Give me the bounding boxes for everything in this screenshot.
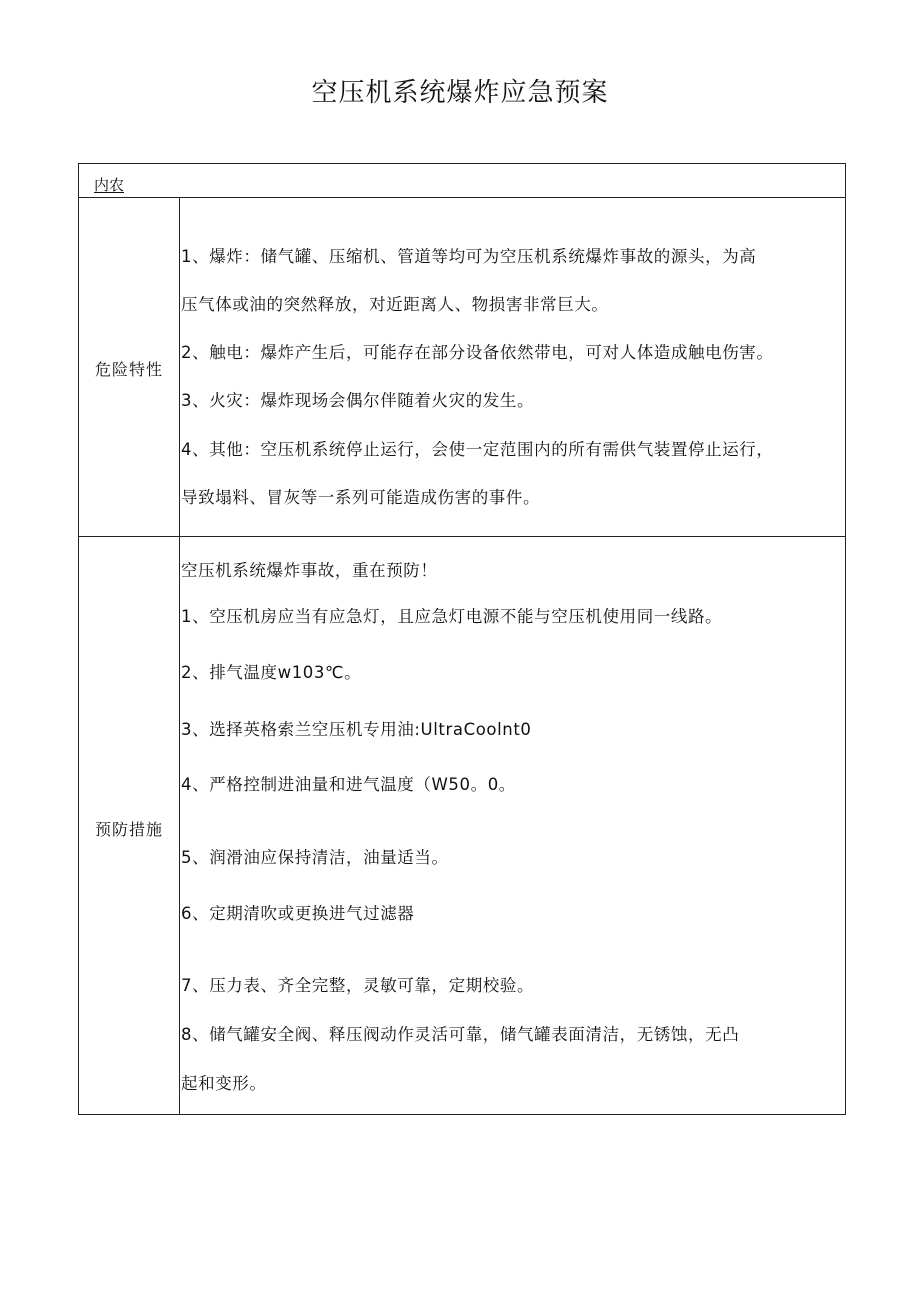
table-header-row	[79, 164, 845, 198]
hazard-line: 3、火灾：爆炸现场会偶尔伴随着火灾的发生。	[181, 391, 535, 410]
prevention-line: 7、压力表、齐全完整，灵敏可靠，定期校验。	[181, 976, 535, 995]
prevention-line: 3、选择英格索兰空压机专用油:UltraCoolnt0	[181, 720, 532, 739]
hazard-line: 1、爆炸：储气罐、压缩机、管道等均可为空压机系统爆炸事故的源头，为高	[181, 247, 757, 266]
prevention-content	[181, 537, 847, 1114]
hazard-line: 压气体或油的突然释放，对近距离人、物损害非常巨大。	[181, 295, 609, 314]
prevention-line: 4、严格控制进油量和进气温度（W50。0。	[181, 775, 516, 794]
row-label-prevention: 预防措施	[94, 820, 163, 839]
prevention-line: 空压机系统爆炸事故，重在预防！	[181, 561, 438, 580]
prevention-line: 8、储气罐安全阀、释压阀动作灵活可靠，储气罐表面清洁，无锈蚀，无凸	[181, 1025, 740, 1044]
prevention-line: 5、润滑油应保持清洁，油量适当。	[181, 848, 449, 867]
table-header-label: 内农	[94, 176, 125, 194]
hazard-line: 2、触电：爆炸产生后，可能存在部分设备依然带电，可对人体造成触电伤害。	[181, 343, 774, 362]
prevention-line: 1、空压机房应当有应急灯，且应急灯电源不能与空压机使用同一线路。	[181, 607, 723, 626]
hazard-content	[181, 198, 847, 536]
emergency-plan-table	[78, 163, 846, 1115]
prevention-line: 6、定期清吹或更换进气过滤器	[181, 904, 415, 923]
prevention-line: 2、排气温度w103℃。	[181, 663, 362, 682]
row-label-hazard: 危险特性	[94, 360, 163, 379]
prevention-line: 起和变形。	[181, 1074, 267, 1093]
hazard-line: 导致塌料、冒灰等一系列可能造成伤害的事件。	[181, 488, 541, 507]
column-divider	[179, 198, 180, 1114]
page-title: 空压机系统爆炸应急预案	[311, 78, 609, 108]
hazard-line: 4、其他：空压机系统停止运行，会使一定范围内的所有需供气装置停止运行，	[181, 440, 774, 459]
